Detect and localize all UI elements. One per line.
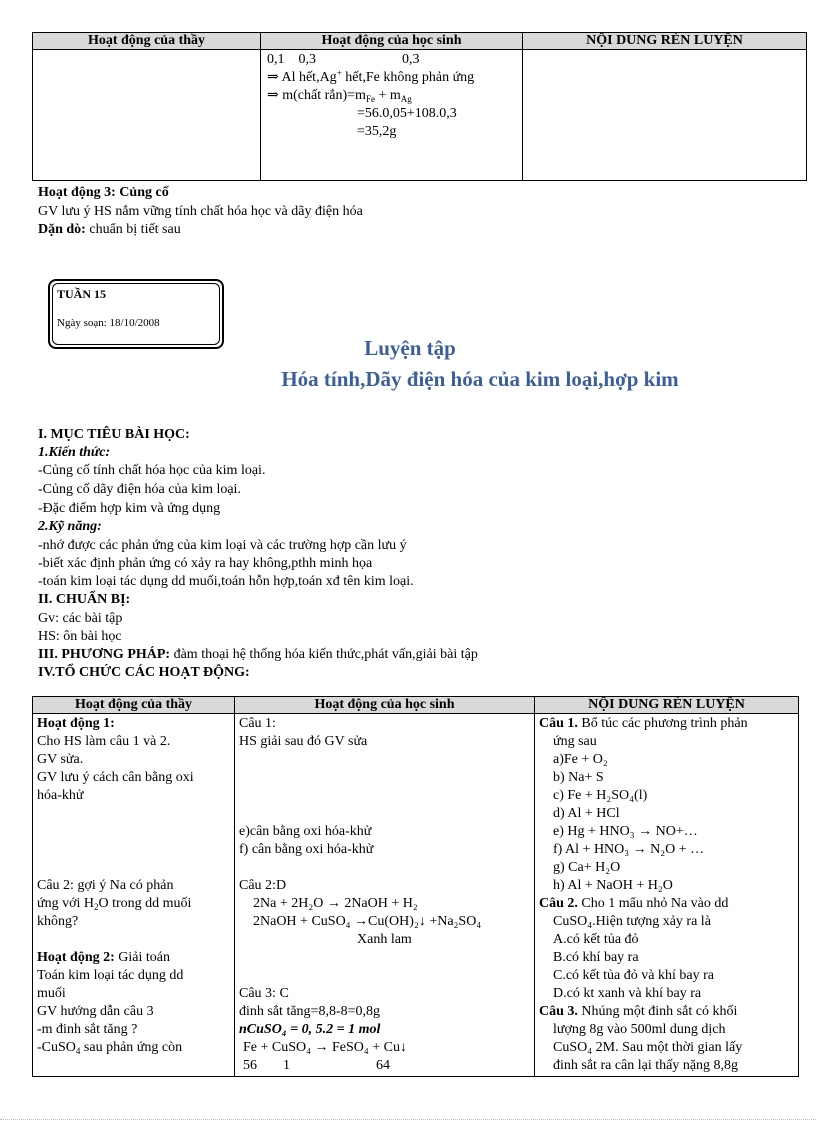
- main-header-student: Hoạt động của học sinh: [235, 697, 535, 714]
- activity-3: Hoạt động 3: Củng cố: [38, 185, 169, 200]
- knowledge-item-1: -Củng cố tính chất hóa học của kim loại.: [38, 463, 266, 478]
- main-table-header-row: [33, 697, 799, 714]
- prep-date: Ngày soạn: 18/10/2008: [57, 317, 160, 329]
- implies-arrow: ⇒: [267, 70, 279, 85]
- student-line-2: ⇒ Al hết,Ag+ hết,Fe không phản ứng: [267, 68, 475, 85]
- top-header-teacher: Hoạt động của thầy: [33, 33, 261, 50]
- prep-hs: HS: ôn bài học: [38, 629, 122, 644]
- top-table: [32, 32, 807, 181]
- prep-gv: Gv: các bài tập: [38, 611, 123, 626]
- skill-item-2: -biết xác định phản ứng có xảy ra hay không,pthh minh họa: [38, 556, 373, 571]
- lesson-subtitle: Hóa tính,Dãy điện hóa của kim loại,hợp kim: [281, 367, 679, 391]
- teacher-cell: Hoạt động 1: Cho HS làm câu 1 và 2. GV sửa. GV lưu ý cách cân bằng oxi hóa-khử Câu 2: gợi ý Na có phản ứng với $H_2O$ trong dd muối không? Hoạt động 2: Giải toán Toán kim loại tác dụng dd muối GV hướng dẫn câu 3 -m đinh sắt tăng ? -CuSO$_4$ sau phản ứng còn: [33, 714, 235, 1077]
- main-table: [32, 696, 799, 1077]
- student-line-3: ⇒ m(chất $rắn)=m_{Fe} + m_{Ag}$: [267, 88, 412, 104]
- week-box: [48, 279, 224, 349]
- mol-calc: nCuSO₄ = 0, 5.2 = 1 mol: [239, 1022, 381, 1037]
- section-objectives: I. MỤC TIÊU BÀI HỌC:: [38, 427, 190, 442]
- main-table-body-row: [33, 714, 799, 1077]
- student-line-1: 0,1 0,3 0,3: [267, 52, 420, 67]
- skills-heading: 2.Kỹ năng:: [38, 519, 102, 534]
- top-teacher-cell: [33, 50, 261, 181]
- reaction-3: Fe + CuSO₄ → FeSO₄ + Cu↓: [243, 1040, 408, 1055]
- section-method: III. PHƯƠNG PHÁP: đàm thoại hệ thống hóa kiến thức,phát vấn,giải bài tập: [38, 647, 478, 662]
- implies-arrow: ⇒: [267, 88, 279, 103]
- week-label: TUẦN 15: [57, 287, 107, 301]
- homework: Dặn dò: chuẩn bị tiết sau: [38, 222, 181, 237]
- knowledge-item-2: -Củng cố dãy điện hóa của kim loại.: [38, 482, 241, 497]
- reaction-2: 2NaOH + CuSO₄ →Cu(OH)₂↓ +Na₂SO₄: [253, 914, 482, 929]
- precipitate-color: Xanh lam: [357, 932, 412, 947]
- top-student-cell: [261, 50, 523, 181]
- section-preparation: II. CHUẨN BỊ:: [38, 592, 131, 607]
- top-content-cell: [523, 50, 807, 181]
- activity-2-heading: Hoạt động 2: Giải toán: [37, 950, 171, 965]
- activity-1-heading: Hoạt động 1:: [37, 716, 115, 731]
- page-bottom-border: [0, 1119, 816, 1120]
- section-activities: IV.TỔ CHỨC CÁC HOẠT ĐỘNG:: [38, 665, 250, 680]
- reaction-1: 2Na + 2H₂O → 2NaOH + H₂: [253, 896, 418, 911]
- knowledge-heading: 1.Kiến thức:: [38, 445, 111, 460]
- skill-item-1: -nhớ được các phản ứng của kim loại và các trường hợp cần lưu ý: [38, 538, 407, 553]
- molar-ratio: 56 1 64: [243, 1058, 390, 1073]
- content-cell: Câu 1. Bổ túc các phương trình phản ứng sau a)Fe + O₂ b) Na+ S c) Fe + H₂SO₄(l) d) Al + HCl e) Hg + HNO₃ → NO+… f) Al + HNO₃ → N₂O + … g) Ca+ H₂O h) Al + NaOH + H₂O Câu 2. Cho 1 mẩu nhỏ Na vào dd CuSO₄.Hiện tượng xảy ra là A.có kết tủa đỏ B.có khí bay ra C.có kết tủa đỏ và khí bay ra D.có kt xanh và khí bay ra Câu 3. Nhúng một đinh sắt có khối lượng 8g vào 500ml dung dịch CuSO₄ 2M. Sau một thời gian lấy đinh sắt ra cân lại thấy nặng 8,8g: [535, 714, 799, 1077]
- student-line-5: =35,2g: [357, 124, 397, 139]
- main-header-teacher: Hoạt động của thầy: [33, 697, 235, 714]
- student-cell: Câu 1: HS giải sau đó GV sửa e)cân bằng oxi hóa-khử f) cân bằng oxi hóa-khử Câu 2:D 2Na + 2H₂O → 2NaOH + H₂ 2NaOH + CuSO₄ →Cu(OH)₂↓ +Na₂SO₄ Xanh lam Câu 3: C đinh sắt tăng=8,8-8=0,8g nCuSO₄ = 0, 5.2 = 1 mol Fe + CuSO₄ → FeSO₄ + Cu↓ 56 1 64: [235, 714, 535, 1077]
- skill-item-3: -toán kim loại tác dụng dd muối,toán hỗn hợp,toán xđ tên kim loại.: [38, 574, 414, 589]
- lesson-title: Luyện tập: [364, 336, 456, 360]
- top-table-header-row: [33, 33, 807, 50]
- top-table-body-row: [33, 50, 807, 181]
- main-header-content: NỘI DUNG RÈN LUYỆN: [535, 697, 799, 714]
- top-header-student: Hoạt động của học sinh: [261, 33, 523, 50]
- top-header-content: NỘI DUNG RÈN LUYỆN: [523, 33, 807, 50]
- gv-note: GV lưu ý HS nắm vững tính chất hóa học và dãy điện hóa: [38, 204, 363, 219]
- student-line-4: =56.0,05+108.0,3: [357, 106, 457, 121]
- knowledge-item-3: -Đặc điểm hợp kim và ứng dụng: [38, 501, 221, 516]
